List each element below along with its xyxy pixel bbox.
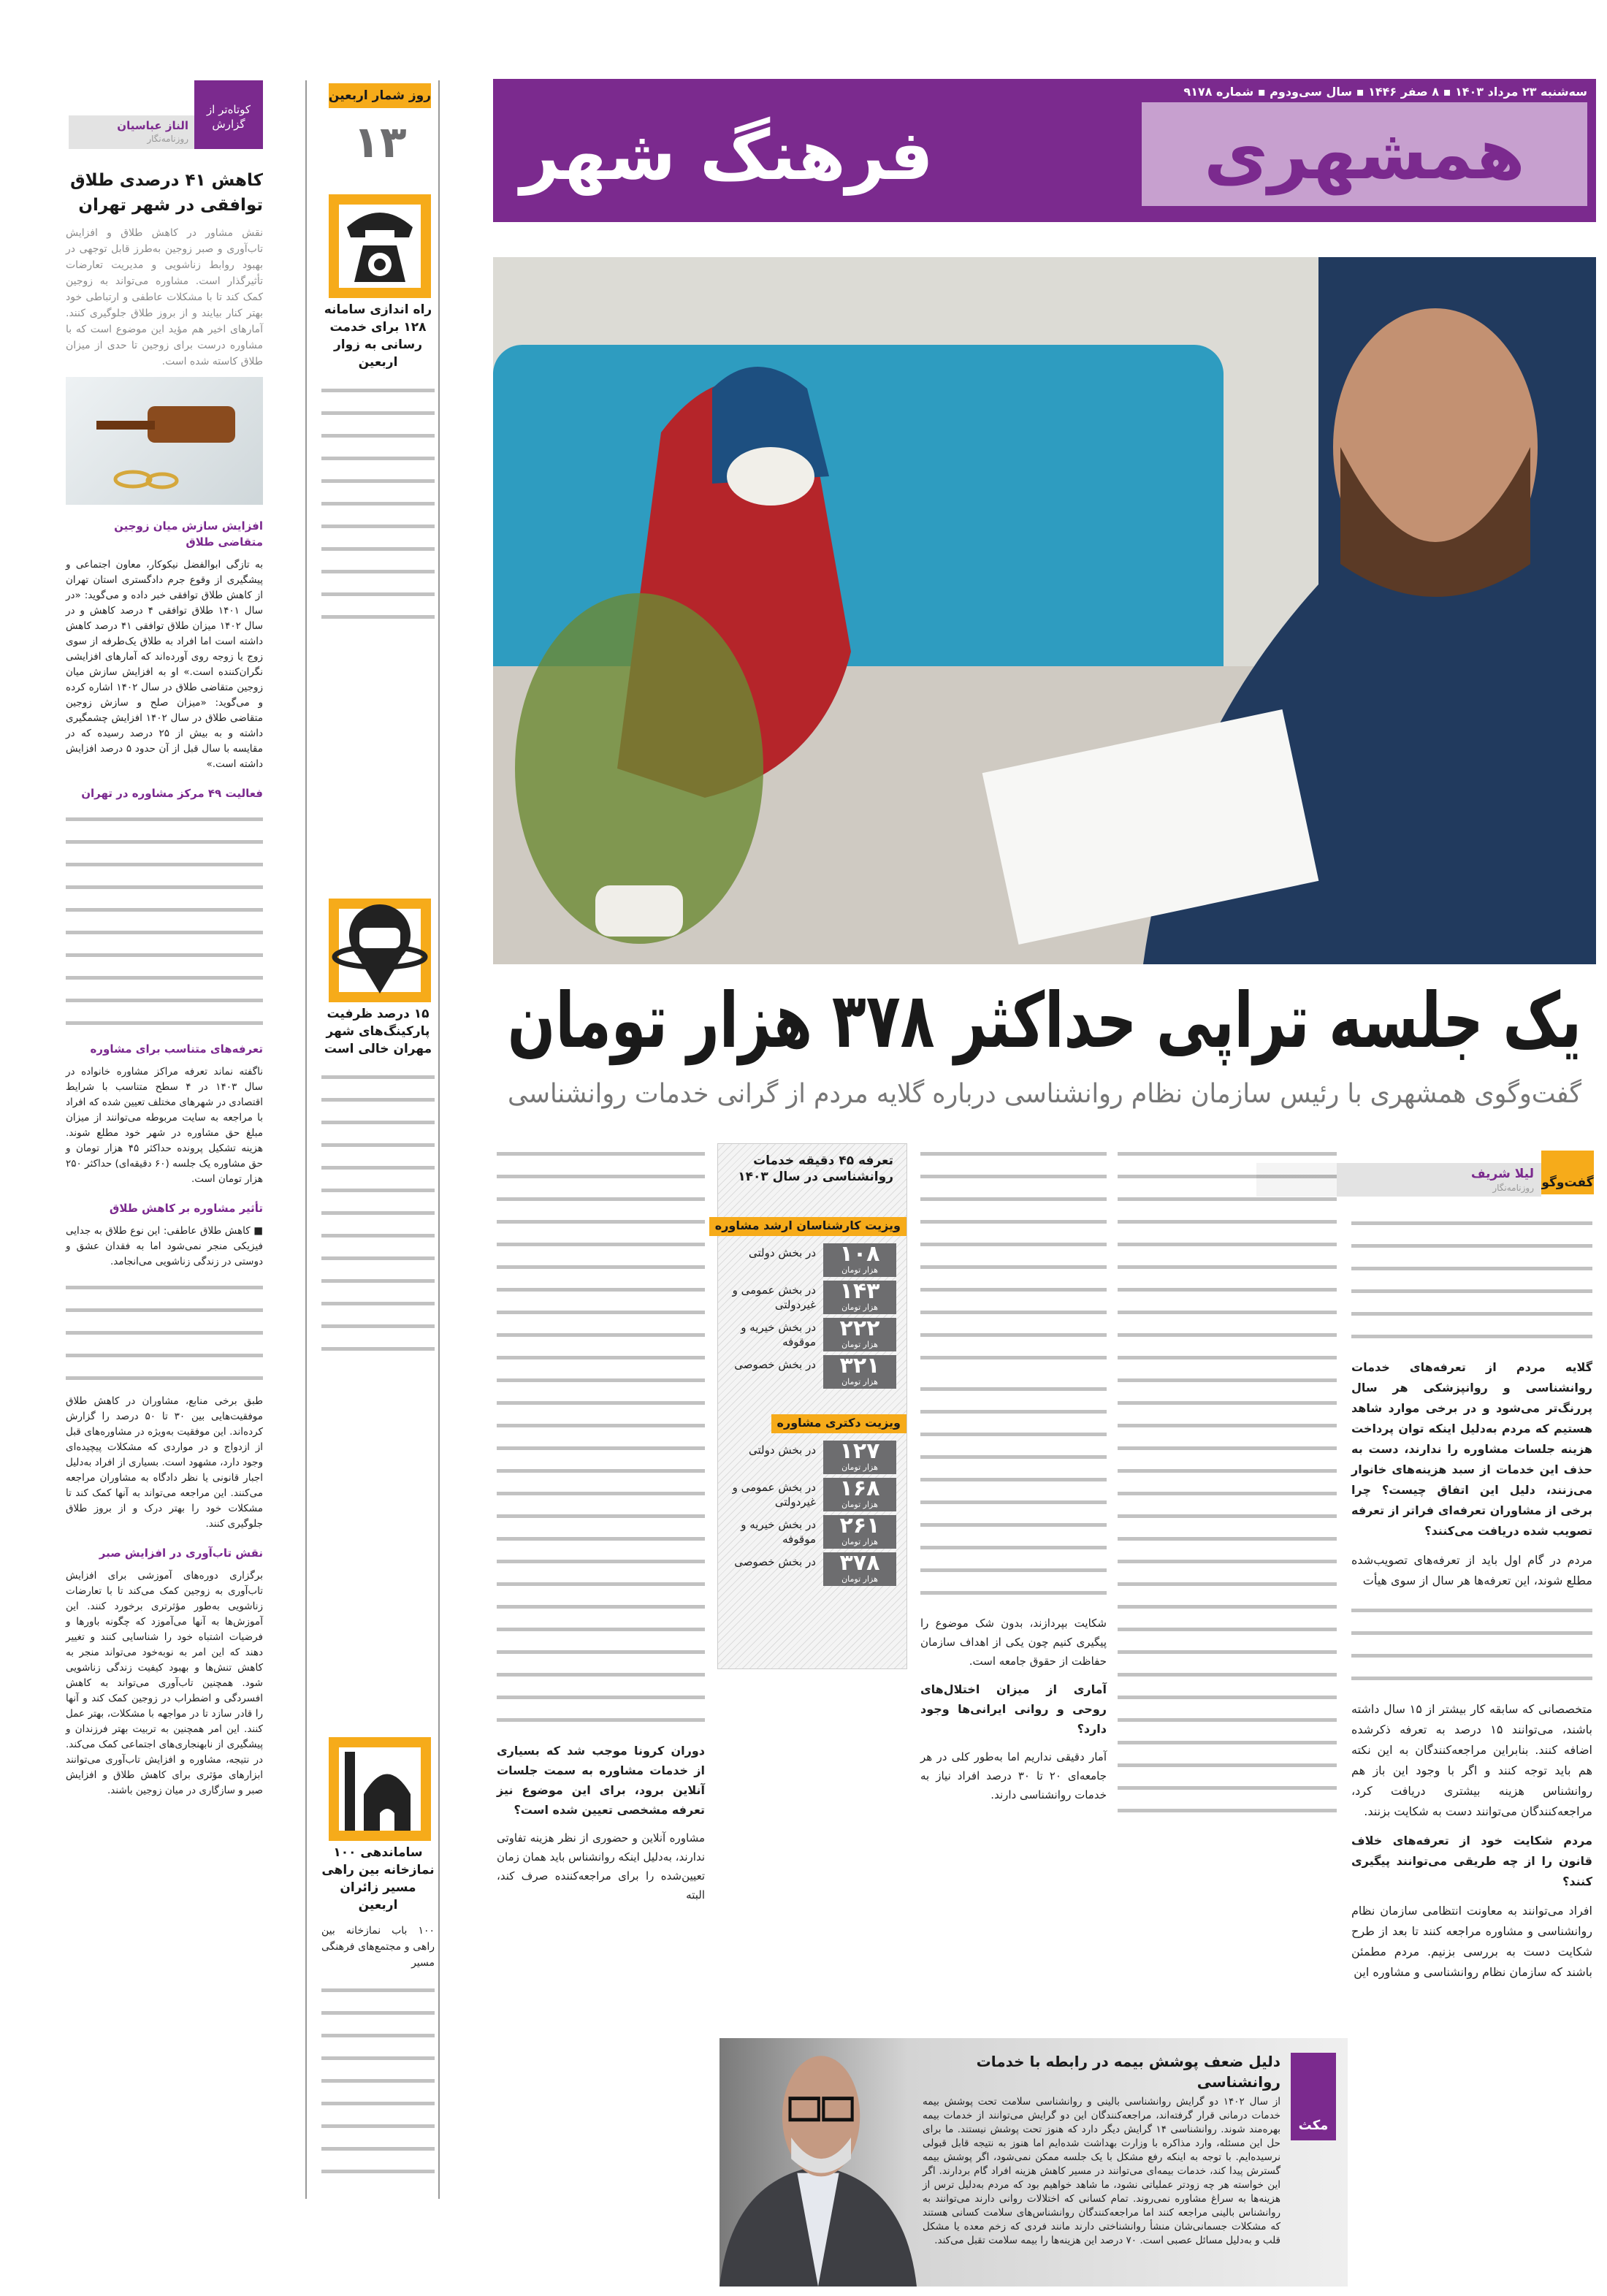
tariff-sector: در بخش دولتی: [749, 1443, 816, 1457]
therapy-session-photo: [493, 257, 1596, 964]
tariff-sector: در بخش خصوصی: [734, 1555, 816, 1568]
countdown-day: ۱۳: [353, 117, 407, 168]
interview-tag: گفت‌وگو: [1541, 1151, 1594, 1194]
brief-section-body: ■ کاهش طلاق عاطفی: این نوع طلاق به جدایی فیزیکی منجر نمی‌شود اما به فقدان عشق و دوستی در زندگی زناشویی می‌انجامد.: [66, 1225, 263, 1267]
brief-section-title: تعرفه‌های متناسب برای مشاوره: [90, 1042, 263, 1056]
main-headline: یک جلسه تراپی حداکثر ۳۷۸ هزار تومان: [507, 976, 1581, 1065]
dateline: سه‌شنبه ۲۳ مرداد ۱۴۰۳ ▪ ۸ صفر ۱۴۴۶ ▪ سال سی‌ودوم ▪ شماره ۹۱۷۸: [1183, 85, 1587, 99]
tariff-price: [823, 1355, 896, 1389]
price-value: ۱۲۷: [839, 1438, 880, 1464]
brief-tag: کوتاه‌تر از گزارش: [194, 80, 263, 149]
brief-section-title: نقش تاب‌آوری در افزایش صبر: [99, 1546, 263, 1560]
brief-title: کاهش ۴۱ درصدی طلاق توافقی در شهر تهران: [70, 171, 263, 215]
question-stats: آماری از میزان اختلال‌های روحی و روانی ایرانی‌ها وجود دارد؟: [920, 1682, 1107, 1736]
brief-section-title: افزایش سازش میان زوجین متقاضی طلاق: [114, 519, 263, 549]
interview-column-5: [497, 1143, 705, 1904]
price-unit: هزار تومان: [841, 1265, 878, 1275]
price-value: ۱۰۸: [839, 1241, 880, 1267]
brief-section-title: تأثیر مشاوره بر کاهش طلاق: [109, 1202, 263, 1215]
interview-column-3-lines: [920, 1378, 1107, 1605]
brief-lead: نقش مشاور در کاهش طلاق و افزایش تاب‌آوری و صبر زوجین به‌طرز قابل توجهی در بهبود روابط زناشویی و مدیریت تعارضات تأثیرگذار است. مشاوره می‌تواند به زوجین کمک کند تا با مشکلات عاطفی و ارتباطی خود بهتر کنار بیایند و از بروز طلاق جلوگیری کنند. آمارهای اخیر هم مؤید این موضوع است که با مشاوره درست برای زوجین تا حدی از میزان طلاق کاسته شده است.: [66, 227, 263, 367]
tariff-sector: در بخش خصوصی: [734, 1358, 816, 1371]
main-subheadline: گفت‌وگوی همشهری با رئیس سازمان نظام روانشناسی درباره گلایه مردم از گرانی خدمات روانشناسی: [507, 1079, 1581, 1109]
psychologist-portrait: [719, 2038, 917, 2287]
sidebar-item-body: [321, 1067, 435, 1359]
tariff-price: [823, 1318, 896, 1351]
price-value: ۱۴۳: [839, 1278, 880, 1304]
sidebar-item: [321, 301, 435, 628]
tariff-sector: در بخش عمومی و غیردولتی: [732, 1284, 816, 1311]
price-unit: هزار تومان: [841, 1303, 878, 1312]
tariff-group-label: ویزیت کارشناسان ارشد مشاوره: [709, 1217, 906, 1236]
tariff-price: [823, 1552, 896, 1586]
sidebar-item-title: راه اندازی سامانه ۱۲۸ برای خدمت رسانی به زوار اربعین: [324, 302, 432, 370]
sidebar-item-body: [321, 1980, 435, 2184]
interview-column-2: [1118, 1143, 1337, 1823]
pause-body: از سال ۱۴۰۲ دو گرایش روانشناسی بالینی و روانشناسی سلامت تحت پوشش بیمه خدمات درمانی قرار گرفته‌اند، مراجعه‌کنندگان این دو گرایش می‌توانند از خدمات بیمه بهره‌مند شوند. روانشناسی ۱۴ گرایش دیگر دارد که هنوز تحت پوشش نیستند. ما برای حل این مسئله، وارد مذاکره با وزارت بهداشت شده‌ایم اما هنوز به نتیجه قابل قبولی نرسیده‌ایم. با توجه به اینکه رفع مشکل با یک جلسه ممکن نمی‌شود، اگر پوشش بیمه گسترش پیدا کند، خدمات بیمه‌ای می‌توانند در مسیر کاهش هزینه افراد گام بردارند. اگر این خواسته هر چه زودتر عملیاتی نشود، ما شاهد خواهیم بود که مردم به‌دلیل ترس از هزینه‌ها به سراغ مشاوره نمی‌روند. تمام کسانی که اختلالات روانی دارند می‌توانند به روانشناس بالینی مراجعه کنند اما مراجعه‌کنندگان روانشناس‌های سلامت کسانی هستند که مشکلات جسمانی‌شان منشأ روانشناختی دارند مانند فردی که زخم معده یا مشکل قلب و به‌دلیل مسائل عصبی است. ۷۰ درصد این هزینه‌ها را بیمه سلامت تقبل می‌کند.: [923, 2096, 1281, 2246]
interview-column-1: [1351, 1213, 1592, 1983]
brief-section-body: ناگفته نماند تعرفه مراکز مشاوره خانواده در سال ۱۴۰۳ در ۴ سطح متناسب با شرایط اقتصادی در شهرهای مختلف تعیین شده که افراد با مراجعه به سایت مربوطه می‌توانند از میزان مبلغ حق مشاوره در شهر خود مطلع شوند. هزینه تشکیل پرونده حداکثر ۴۵ هزار تومان و حق مشاوره یک جلسه (۶۰ دقیقه‌ای) حداکثر ۲۵۰ هزار تومان است.: [66, 1066, 263, 1185]
question-1: گلایه مردم از تعرفه‌های خدمات روانشناسی و روانپزشکی هر سال پررنگ‌تر می‌شود و در برخی موارد شاهد هستیم که مردم به‌دلیل اینکه توان پرداخت هزینه جلسات مشاوره را ندارند، دست به حذف این خدمات از سبد هزینه‌های خانوار می‌زنند، دلیل این اتفاق چیست؟ چرا برخی از مشاوران تعرفه‌ای فراتر از تعرفه تصویب شده دریافت می‌کنند؟: [1351, 1360, 1592, 1538]
sidebar-divider: [305, 80, 307, 2199]
interview-column-3-top: [920, 1143, 1107, 1370]
author-role: روزنامه‌نگار: [147, 134, 188, 144]
tariff-sector: در بخش خیریه و موقوفه: [741, 1518, 816, 1546]
interview-column-5-lines: [497, 1143, 705, 1732]
author-role: روزنامه‌نگار: [1492, 1183, 1534, 1193]
price-value: ۳۲۱: [839, 1353, 880, 1378]
tariff-price: [823, 1438, 896, 1474]
tariff-title: تعرفه ۴۵ دقیقه خدمات روانشناسی در سال ۱۴۰۳: [738, 1153, 893, 1184]
answer-complaint: افراد می‌توانند به معاونت انتظامی سازمان نظام روانشناسی و مشاوره مراجعه کنند تا بعد از طرح شکایت دست به بررسی بزنیم. مردم مطمئن باشند که سازمان نظام روانشناسی و مشاوره این: [1351, 1904, 1592, 1979]
brief-section-body: طبق برخی منابع، مشاوران در کاهش طلاق موفقیت‌هایی بین ۳۰ تا ۵۰ درصد را گزارش کرده‌اند. این موفقیت به‌ویژه در مشاوره‌های قبل از ازدواج و در مواردی که مشکلات پیچیده‌ای وجود دارد، مشهود است. بسیاری از افراد به‌دلیل اجبار قانونی یا نظر دادگاه به مشاوران مراجعه می‌کنند. این مراجعه می‌تواند به آنها کمک کند تا مشکلات خود را بهتر درک و از بروز طلاق جلوگیری کنند.: [66, 1395, 264, 1530]
pause-tag: مکث: [1291, 2053, 1336, 2140]
brief-column: [66, 168, 263, 1799]
question-complaint: مردم شکایت خود از تعرفه‌های خلاف قانون را از چه طریقی می‌توانند پیگیری کنند؟: [1351, 1834, 1592, 1888]
brief-section-lines: [66, 1277, 263, 1387]
sidebar-item-title: ساماندهی ۱۰۰ نمازخانه بین راهی مسیر زائران اربعین: [321, 1845, 435, 1912]
brief-section-lines: [66, 809, 263, 1028]
answer-privacy: شکایت بپردازند، بدون شک موضوع را پیگیری کنیم چون یکی از اهداف سازمان حفاظت از حقوق جامعه است.: [920, 1617, 1107, 1668]
countdown-tag: روز شمار اربعین: [329, 83, 431, 108]
answer-1: مردم در گام اول باید از تعرفه‌های تصویب‌شده مطلع شوند، این تعرفه‌ها هر سال از سوی هیأت: [1351, 1553, 1592, 1587]
tariff-price: [823, 1278, 896, 1314]
author-name: لیلا شریف: [1470, 1167, 1534, 1181]
price-value: ۱۶۸: [839, 1476, 880, 1501]
mosque-icon: [329, 1737, 431, 1841]
sidebar-item-lead: ۱۰۰ باب نمازخانه بین راهی و مجتمع‌های فرهنگی مسیر: [321, 1925, 435, 1969]
answer-stats: آمار دقیقی نداریم اما به‌طور کلی در هر جامعه‌ای ۲۰ تا ۳۰ درصد افراد نیاز به خدمات روانشناسی دارند.: [920, 1750, 1107, 1801]
price-unit: هزار تومان: [841, 1340, 878, 1349]
newspaper-logo: همشهری: [1142, 102, 1587, 206]
tariff-sector: در بخش عمومی و غیردولتی: [732, 1481, 816, 1509]
intro-lines: [1351, 1213, 1592, 1349]
tariff-price: [823, 1515, 896, 1549]
price-unit: هزار تومان: [841, 1377, 878, 1387]
section-title: فرهنگ شهر: [520, 115, 934, 196]
tariff-group-label: ویزیت دکتری مشاوره: [771, 1414, 906, 1433]
pause-box: [719, 2038, 1348, 2287]
sidebar-item-body: [321, 380, 435, 628]
answer-fee: متخصصانی که سابقه کار بیشتر از ۱۵ سال داشته باشند، می‌توانند ۱۵ درصد به تعرفه ذکرشده اضافه کنند. بنابراین مراجعه‌کنندگان به این نکته هم باید توجه کنند و اگر با وجود این باز هم روانشناس هزینه بیشتری دریافت کرد، مراجعه‌کنندگان می‌توانند دست به شکایت بزنند.: [1351, 1702, 1593, 1818]
question-online: دوران کرونا موجب شد که بسیاری از خدمات مشاوره به سمت جلسات آنلاین برود، برای این موضوع نیز تعرفه مشخصی تعیین شده است؟: [497, 1744, 705, 1817]
brief-section-body: برگزاری دوره‌های آموزشی برای افزایش تاب‌آوری به زوجین کمک می‌کند تا با تعارضات زناشویی به‌طور مؤثرتری برخورد کنند. این آموزش‌ها به آنها می‌آموزد که چگونه باورها و فرضیات اشتباه خود را شناسایی کنند و تغییر دهند که این امر به نوبه‌خود می‌تواند منجر به کاهش تنش‌ها و بهبود کیفیت زندگی زناشویی شود. همچنین تاب‌آوری می‌تواند به کاهش افسردگی و اضطراب در زوجین کمک کند و آنها را قادر سازد تا در مواجهه با مشکلات، بهتر عمل کنند. این امر همچنین به تربیت بهتر فرزندان و پیشگیری از نابهنجاری‌های اجتماعی کمک می‌کند. در نتیجه، مشاوره و افزایش تاب‌آوری می‌توانند ابزارهای مؤثری برای کاهش طلاق و افزایش صبر و سازگاری در میان زوجین باشند.: [66, 1570, 263, 1796]
price-unit: هزار تومان: [841, 1500, 878, 1509]
pause-title: دلیل ضعف پوشش بیمه در رابطه با خدمات روانشناسی: [976, 2053, 1280, 2091]
sidebar-divider: [438, 80, 440, 2199]
tariff-price: [823, 1478, 896, 1511]
sidebar-item: [321, 1005, 435, 1359]
author-name: الناز عباسیان: [117, 119, 188, 132]
price-unit: هزار تومان: [841, 1537, 878, 1546]
brief-section-body: به تازگی ابوالفضل نیکوکار، معاون اجتماعی و پیشگیری از وقوع جرم دادگستری استان تهران از کاهش طلاق توافقی خبر داده و می‌گوید: «در سال ۱۴۰۱ طلاق توافقی ۴ درصد کاهش و در سال ۱۴۰۲ میزان طلاق توافقی ۴۱ درصد کاهش داشته است اما افراد به طلاق یک‌طرفه از سوی زوج یا زوجه روی آورده‌اند که آمارهای افزایشی نگران‌کننده است.» او به افزایش سازش میان زوجین متقاضی طلاق در سال ۱۴۰۲ اشاره کرده و می‌گوید: «میزان صلح و سازش زوجین متقاضی طلاق در سال ۱۴۰۲ افزایش چشمگیری داشته و به بیش از ۲۵ درصد رسیده که در مقایسه با سال قبل از آن حدود ۵ درصد افزایش داشته است.»: [66, 559, 263, 770]
tariff-price: [823, 1243, 896, 1277]
gavel-rings-photo: [66, 377, 263, 505]
price-unit: هزار تومان: [841, 1462, 878, 1472]
sidebar-item: [321, 1844, 435, 2184]
telephone-icon: [329, 194, 431, 298]
price-value: ۲۶۱: [839, 1513, 880, 1538]
brief-byline: [69, 115, 194, 149]
tariff-sector: در بخش دولتی: [749, 1246, 816, 1259]
answer-1-continued: [1351, 1600, 1592, 1690]
sidebar-item-title: ۱۵ درصد ظرفیت پارکینگ‌های شهر مهران خالی است: [324, 1007, 432, 1056]
tariff-infobox: [714, 1143, 907, 1669]
therapy-photo-illustration: [493, 257, 1596, 964]
answer-online: مشاوره آنلاین و حضوری از نظر هزینه تفاوتی ندارند، به‌دلیل اینکه روانشناس باید همان زمان تعیین‌شده را برای مراجعه‌کننده صرف کند، البته: [497, 1831, 705, 1902]
masthead: [493, 79, 1596, 222]
tariff-sector: در بخش خیریه و موقوفه: [741, 1321, 816, 1349]
brief-section-title: فعالیت ۴۹ مرکز مشاوره در تهران: [81, 787, 263, 800]
price-value: ۲۲۲: [839, 1316, 880, 1341]
price-value: ۳۷۸: [839, 1550, 880, 1576]
car-location-icon: [329, 899, 431, 1002]
interview-column-3: [920, 1143, 1107, 1804]
price-unit: هزار تومان: [841, 1574, 878, 1584]
